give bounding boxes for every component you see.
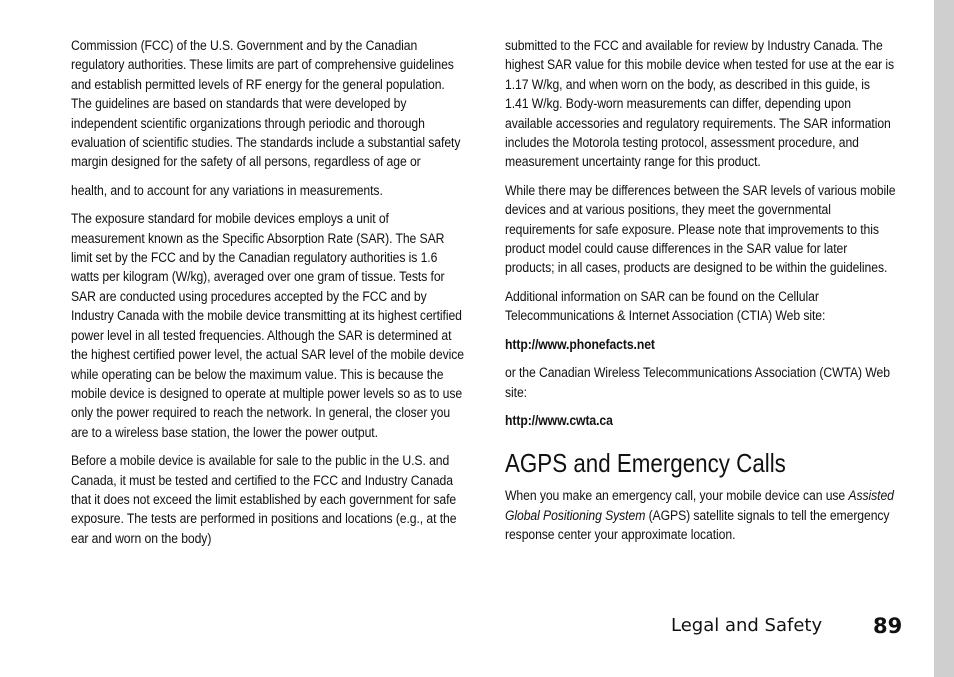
paragraph-ctia-info: Additional information on SAR can be found on the Cellular Telecommunications & Internet Association (CTIA) Web site: (505, 288, 826, 325)
left-column (71, 37, 465, 558)
right-column (505, 37, 897, 555)
paragraph-sar-differences: While there may be differences between the SAR levels of various mobile devices and at various positions, they meet the governmental requirements for safe exposure. Please note that improvements to this product model could cause differences in the SAR value for later products; in all cases, products are designed to be within the guidelines. (505, 182, 896, 277)
paragraph-exposure-standard: The exposure standard for mobile devices employs a unit of measurement known as the Specific Absorption Rate (SAR). The SAR limit set by the FCC and by the Canadian regulatory authorities is 1.6 watts per kilogram (W/kg), averaged over one gram of tissue. Tests for SAR are conducted using procedures accepted by the FCC and by Industry Canada with the mobile device transmitting at its highest certified power level in all tested frequencies. Although the SAR is determined at the highest certified power level, the actual SAR level of the mobile device while operating can be below the maximum value. This is because the mobile device is designed to operate at multiple power levels so as to use only the power required to reach the network. In general, the closer you are to a wireless base station, the lower the power output. (71, 211, 464, 441)
page-number: 89 (873, 614, 903, 638)
paragraph-measurement-variations: health, and to account for any variations in measurements. (71, 182, 383, 199)
agps-text-end: (AGPS) satellite signals to tell the emergency response center your approximate location. (505, 507, 890, 544)
page-edge-tab (934, 0, 954, 677)
link-cwta[interactable]: http://www.cwta.ca (505, 412, 613, 429)
footer-section-label: Legal and Safety (671, 615, 823, 636)
paragraph-cwta-info: or the Canadian Wireless Telecommunications Association (CWTA) Web site: (505, 365, 890, 401)
agps-text-start: When you make an emergency call, your mobile device can use (505, 488, 849, 505)
agps-term: Assisted Global Positioning System (505, 488, 894, 524)
paragraph-sar-values: submitted to the FCC and available for review by Industry Canada. The highest SAR value for this mobile device when tested for use at the ear is 1.17 W/kg, and when worn on the body, as described in this guide, is 1.41 W/kg. Body-worn measurements can differ, depending upon available accessories and regulatory requirements. The SAR information includes the Motorola testing protocol, assessment procedure, and measurement uncertainty range for this product. (505, 38, 895, 171)
paragraph-fcc-guidelines: Commission (FCC) of the U.S. Government and by the Canadian regulatory authorities. These limits are part of comprehensive guidelines and establish permitted levels of RF energy for the general population. The guidelines are based on standards that were developed by independent scientific organizations through periodic and thorough evaluation of scientific studies. The standards include a substantial safety margin designed for the safety of all persons, regardless of age or (71, 38, 461, 171)
section-heading-agps: AGPS and Emergency Calls (505, 448, 786, 479)
paragraph-certification: Before a mobile device is available for sale to the public in the U.S. and Canada, it must be tested and certified to the FCC and Industry Canada that it does not exceed the limit established by each government for safe exposure. The tests are performed in positions and locations (e.g., at the ear and worn on the body) (71, 453, 457, 547)
paragraph-agps (505, 487, 896, 545)
link-phonefacts[interactable]: http://www.phonefacts.net (505, 336, 655, 353)
